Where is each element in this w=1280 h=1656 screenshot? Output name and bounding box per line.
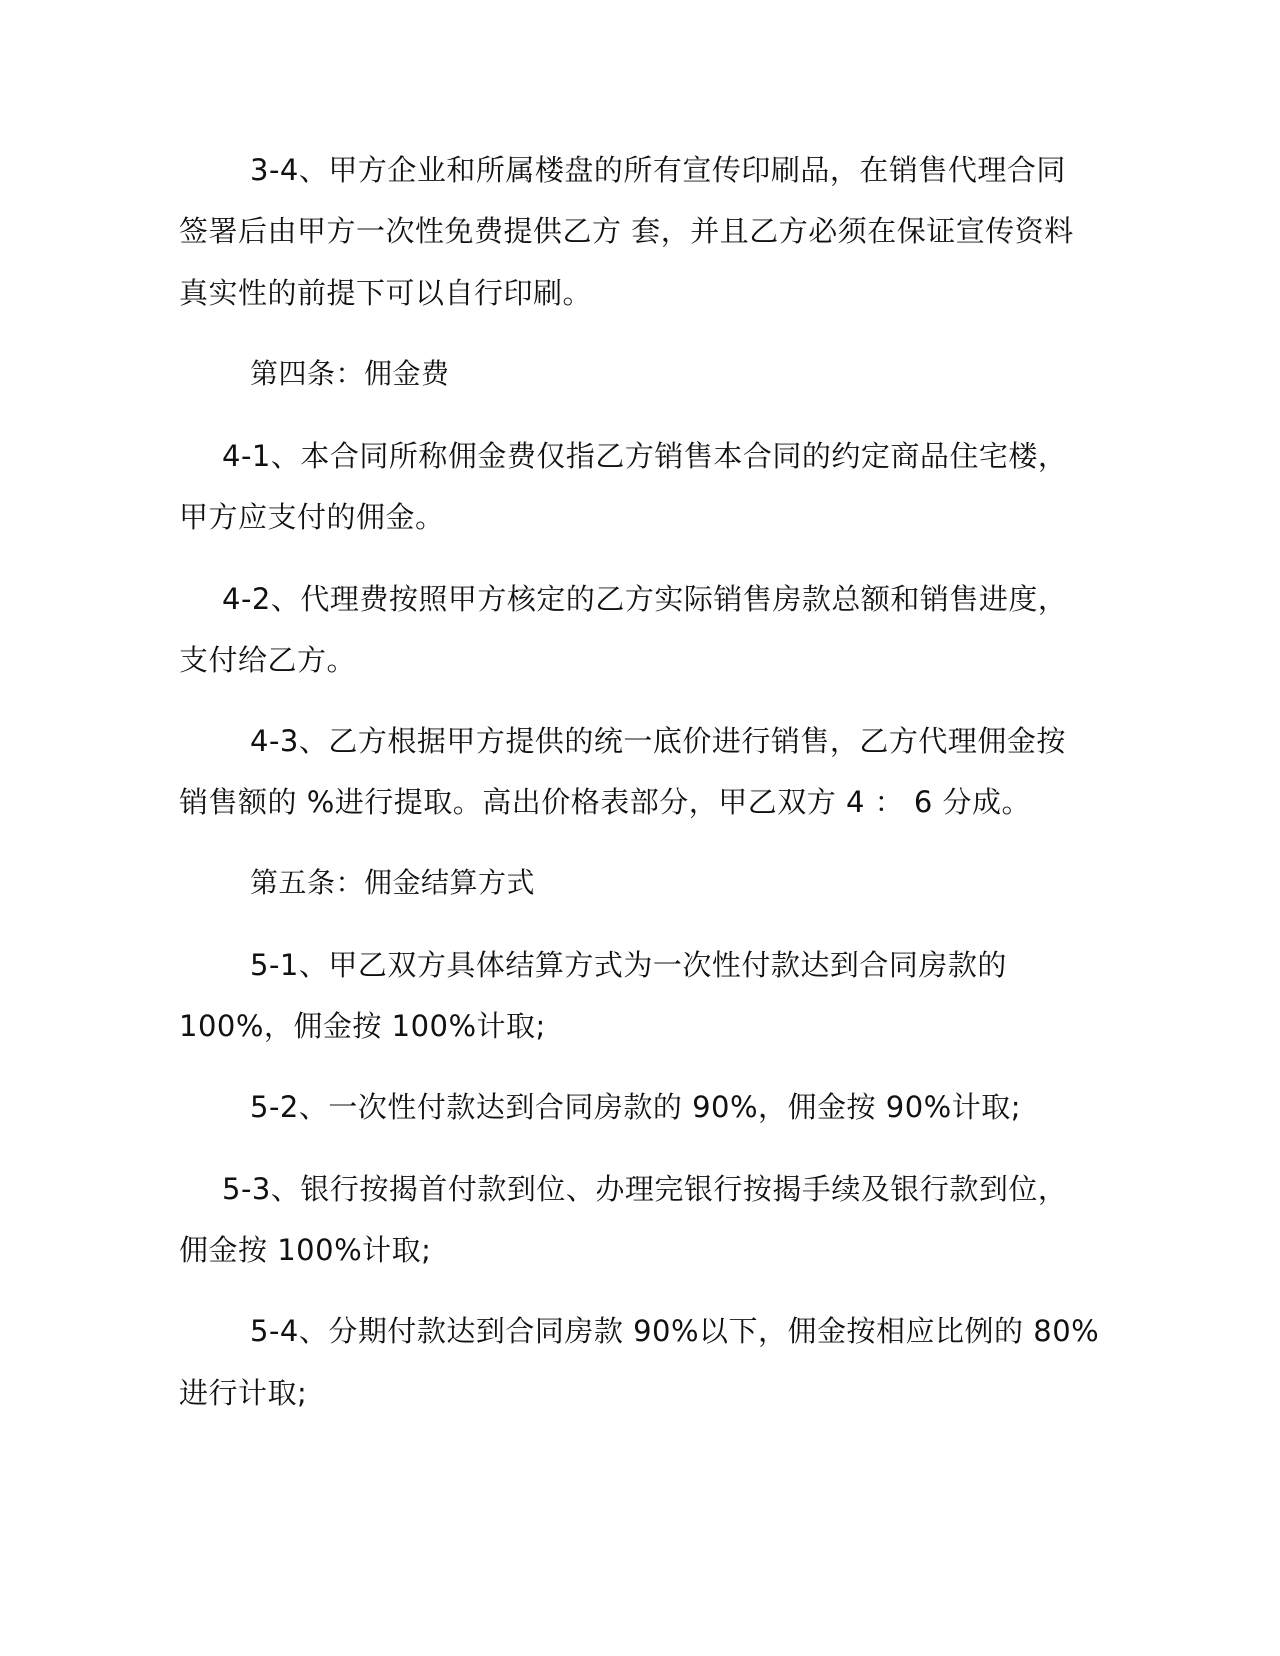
clause-5-1-line-2: 100%，佣金按 100%计取; [179,1009,546,1043]
clause-4-1-line-2: 甲方应支付的佣金。 [179,500,445,534]
clause-3-4-line-3: 真实性的前提下可以自行印刷。 [179,276,593,310]
clause-5-4-line-1: 5-4、分期付款达到合同房款 90%以下，佣金按相应比例的 80% [250,1314,1100,1348]
clause-5-3-line-1: 5-3、银行按揭首付款到位、办理完银行按揭手续及银行款到位， [222,1172,1068,1206]
clause-4-1-line-1: 4-1、本合同所称佣金费仅指乙方销售本合同的约定商品住宅楼， [222,439,1068,473]
clause-5-2-line-1: 5-2、一次性付款达到合同房款的 90%，佣金按 90%计取; [250,1090,1021,1124]
clause-4-3-line-1: 4-3、乙方根据甲方提供的统一底价进行销售，乙方代理佣金按 [250,724,1066,758]
clause-4-2-line-2: 支付给乙方。 [179,643,357,677]
clause-3-4-line-2: 签署后由甲方一次性免费提供乙方 套，并且乙方必须在保证宣传资料 [179,214,1074,248]
article-4-heading: 第四条：佣金费 [250,357,450,390]
clause-5-4-line-2: 进行计取; [179,1376,308,1410]
clause-3-4-line-1: 3-4、甲方企业和所属楼盘的所有宣传印刷品，在销售代理合同 [250,153,1066,187]
clause-5-1-line-1: 5-1、甲乙双方具体结算方式为一次性付款达到合同房款的 [250,948,1007,982]
clause-4-3-line-2: 销售额的 %进行提取。高出价格表部分，甲乙双方 4 ： 6 分成。 [179,785,1032,819]
clause-5-3-line-2: 佣金按 100%计取; [179,1233,432,1267]
article-5-heading: 第五条：佣金结算方式 [250,866,536,899]
clause-4-2-line-1: 4-2、代理费按照甲方核定的乙方实际销售房款总额和销售进度， [222,582,1068,616]
